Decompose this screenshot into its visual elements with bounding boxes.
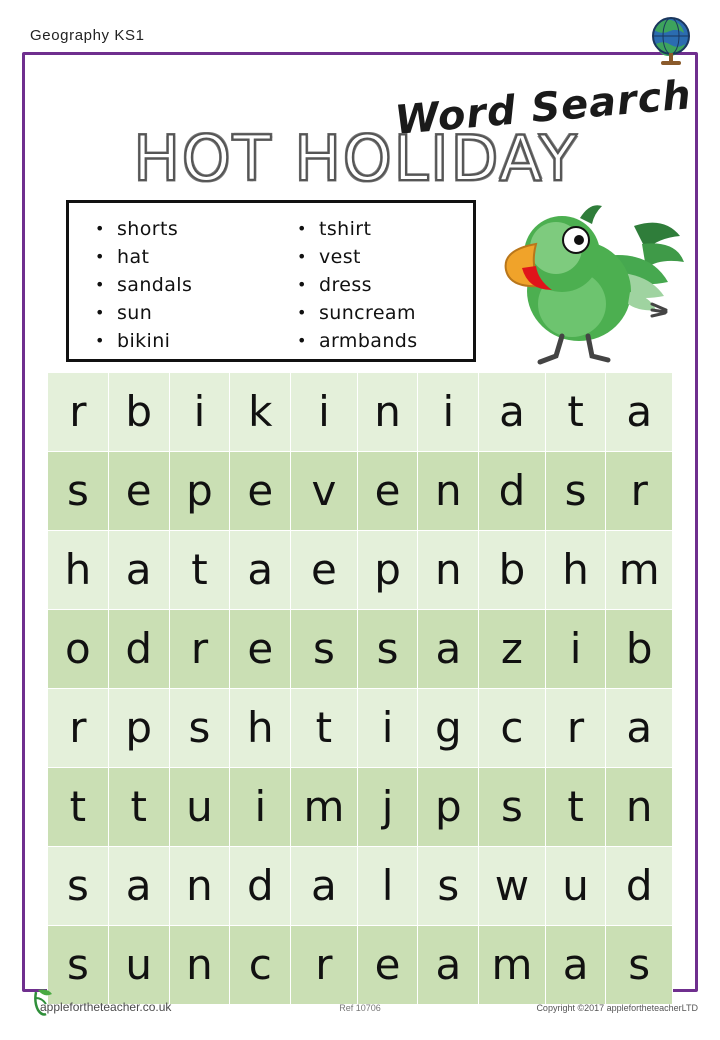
grid-cell[interactable]: u [108, 926, 169, 1005]
grid-cell[interactable]: t [169, 531, 230, 610]
grid-cell[interactable]: e [357, 926, 418, 1005]
grid-cell[interactable]: u [169, 768, 230, 847]
grid-cell[interactable]: s [606, 926, 673, 1005]
grid-cell[interactable]: a [418, 610, 479, 689]
grid-cell[interactable]: i [169, 373, 230, 452]
grid-cell[interactable]: a [230, 531, 291, 610]
grid-cell[interactable]: s [291, 610, 357, 689]
grid-cell[interactable]: u [545, 847, 606, 926]
list-item: • armbands [293, 327, 473, 355]
grid-cell[interactable]: s [48, 452, 109, 531]
grid-cell[interactable]: e [291, 531, 357, 610]
grid-cell[interactable]: s [169, 689, 230, 768]
table-row [48, 531, 673, 610]
grid-cell[interactable]: h [48, 531, 109, 610]
grid-cell[interactable]: n [357, 373, 418, 452]
grid-cell[interactable]: c [230, 926, 291, 1005]
subject-label: Geography KS1 [30, 27, 145, 44]
list-item: • dress [293, 271, 473, 299]
list-item: • sun [91, 299, 271, 327]
grid-cell[interactable]: z [479, 610, 545, 689]
list-item: • suncream [293, 299, 473, 327]
grid-cell[interactable]: s [48, 847, 109, 926]
grid-cell[interactable]: i [418, 373, 479, 452]
footer-reference: Ref 10706 [339, 1003, 381, 1013]
grid-cell[interactable]: s [418, 847, 479, 926]
grid-cell[interactable]: m [291, 768, 357, 847]
grid-cell[interactable]: m [479, 926, 545, 1005]
grid-cell[interactable]: a [418, 926, 479, 1005]
table-row [48, 689, 673, 768]
table-row [48, 768, 673, 847]
table-row [48, 373, 673, 452]
grid-cell[interactable]: t [108, 768, 169, 847]
word-search-grid[interactable] [47, 372, 673, 1005]
grid-cell[interactable]: b [108, 373, 169, 452]
grid-cell[interactable]: n [606, 768, 673, 847]
grid-cell[interactable]: k [230, 373, 291, 452]
grid-cell[interactable]: t [545, 373, 606, 452]
list-item: • tshirt [293, 215, 473, 243]
list-item: • shorts [91, 215, 271, 243]
grid-cell[interactable]: r [545, 689, 606, 768]
grid-cell[interactable]: d [479, 452, 545, 531]
table-row [48, 847, 673, 926]
grid-cell[interactable]: d [108, 610, 169, 689]
table-row [48, 452, 673, 531]
word-list-column-right [271, 215, 473, 352]
page-title: HOT HOLIDAY [133, 122, 579, 195]
grid-cell[interactable]: t [48, 768, 109, 847]
grid-cell[interactable]: p [108, 689, 169, 768]
grid-cell[interactable]: d [606, 847, 673, 926]
grid-cell[interactable]: n [169, 926, 230, 1005]
grid-cell[interactable]: r [291, 926, 357, 1005]
grid-cell[interactable]: b [479, 531, 545, 610]
grid-cell[interactable]: s [479, 768, 545, 847]
grid-cell[interactable]: i [291, 373, 357, 452]
footer-copyright: Copyright ©2017 applefortheteacherLTD [536, 1003, 698, 1013]
grid-cell[interactable]: p [357, 531, 418, 610]
grid-cell[interactable]: h [230, 689, 291, 768]
grid-cell[interactable]: r [48, 373, 109, 452]
list-item: • bikini [91, 327, 271, 355]
grid-cell[interactable]: a [108, 847, 169, 926]
grid-cell[interactable]: a [606, 689, 673, 768]
grid-cell[interactable]: b [606, 610, 673, 689]
list-item: • sandals [91, 271, 271, 299]
list-item: • hat [91, 243, 271, 271]
grid-cell[interactable]: h [545, 531, 606, 610]
globe-icon [644, 14, 698, 68]
word-list-column-left [69, 215, 271, 352]
footer-site-label: applefortheteacher.co.uk [40, 1000, 172, 1014]
list-item: • vest [293, 243, 473, 271]
grid-cell[interactable]: r [169, 610, 230, 689]
grid-cell[interactable]: d [230, 847, 291, 926]
grid-cell[interactable]: a [606, 373, 673, 452]
grid-cell[interactable]: a [108, 531, 169, 610]
grid-cell[interactable]: a [291, 847, 357, 926]
grid-cell[interactable]: j [357, 768, 418, 847]
grid-cell[interactable]: g [418, 689, 479, 768]
grid-cell[interactable]: t [545, 768, 606, 847]
grid-cell[interactable]: e [357, 452, 418, 531]
grid-cell[interactable]: n [418, 531, 479, 610]
grid-cell[interactable]: p [418, 768, 479, 847]
grid-cell[interactable]: t [291, 689, 357, 768]
grid-cell[interactable]: e [230, 452, 291, 531]
word-list-box [66, 200, 476, 362]
grid-cell[interactable]: l [357, 847, 418, 926]
table-row [48, 610, 673, 689]
grid-cell[interactable]: e [108, 452, 169, 531]
grid-cell[interactable]: n [169, 847, 230, 926]
grid-cell[interactable]: r [48, 689, 109, 768]
grid-cell[interactable]: c [479, 689, 545, 768]
grid-cell[interactable]: i [545, 610, 606, 689]
grid-cell[interactable]: a [479, 373, 545, 452]
grid-cell[interactable]: o [48, 610, 109, 689]
grid-cell[interactable]: p [169, 452, 230, 531]
grid-cell[interactable]: m [606, 531, 673, 610]
wordsearch-script-title: Word Search [393, 72, 694, 144]
grid-cell[interactable]: w [479, 847, 545, 926]
grid-cell[interactable]: s [545, 452, 606, 531]
grid-cell[interactable]: v [291, 452, 357, 531]
grid-cell[interactable]: a [545, 926, 606, 1005]
grid-cell[interactable]: i [230, 768, 291, 847]
grid-cell[interactable]: s [357, 610, 418, 689]
parrot-illustration [484, 196, 684, 386]
grid-cell[interactable]: r [606, 452, 673, 531]
grid-cell[interactable]: s [48, 926, 109, 1005]
grid-cell[interactable]: e [230, 610, 291, 689]
table-row [48, 926, 673, 1005]
grid-cell[interactable]: n [418, 452, 479, 531]
grid-cell[interactable]: i [357, 689, 418, 768]
